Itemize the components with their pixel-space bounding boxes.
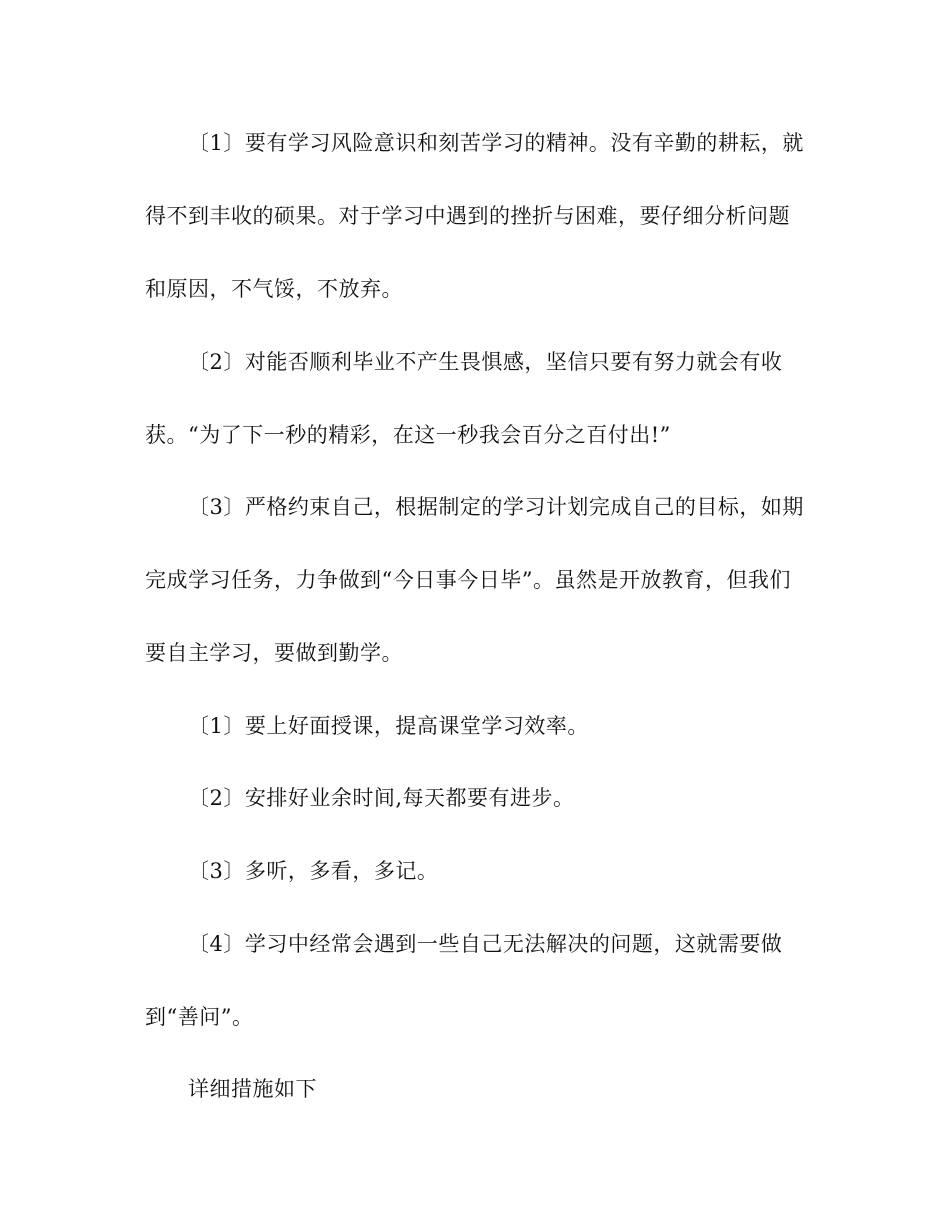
paragraph-line: 到“善问”。 — [145, 1005, 254, 1029]
section-heading: 详细措施如下 — [188, 1077, 317, 1101]
paragraph-line: 〔4〕学习中经常会遇到一些自己无法解决的问题，这就需要做 — [188, 932, 783, 956]
paragraph-line: 〔2〕安排好业余时间,每天都要有进步。 — [188, 786, 575, 810]
paragraph-line: 〔3〕多听，多看，多记。 — [188, 859, 439, 883]
paragraph-line: 〔1〕要有学习风险意识和刻苦学习的精神。没有辛勤的耕耘，就 — [188, 131, 804, 155]
paragraph-line: 〔3〕严格约束自己，根据制定的学习计划完成自己的目标，如期 — [188, 495, 804, 519]
paragraph-line: 得不到丰收的硕果。对于学习中遇到的挫折与困难，要仔细分析问题 — [145, 204, 790, 228]
paragraph-line: 〔1〕要上好面授课，提高课堂学习效率。 — [188, 714, 589, 738]
paragraph-line: 和原因，不气馁，不放弃。 — [145, 277, 403, 301]
paragraph-line: 要自主学习，要做到勤学。 — [145, 641, 403, 665]
paragraph-line: 〔2〕对能否顺利毕业不产生畏惧感，坚信只要有努力就会有收 — [188, 350, 783, 374]
paragraph-line: 完成学习任务，力争做到“今日事今日毕”。虽然是开放教育，但我们 — [145, 568, 791, 592]
paragraph-line: 获。“为了下一秒的精彩，在这一秒我会百分之百付出!” — [145, 423, 671, 447]
